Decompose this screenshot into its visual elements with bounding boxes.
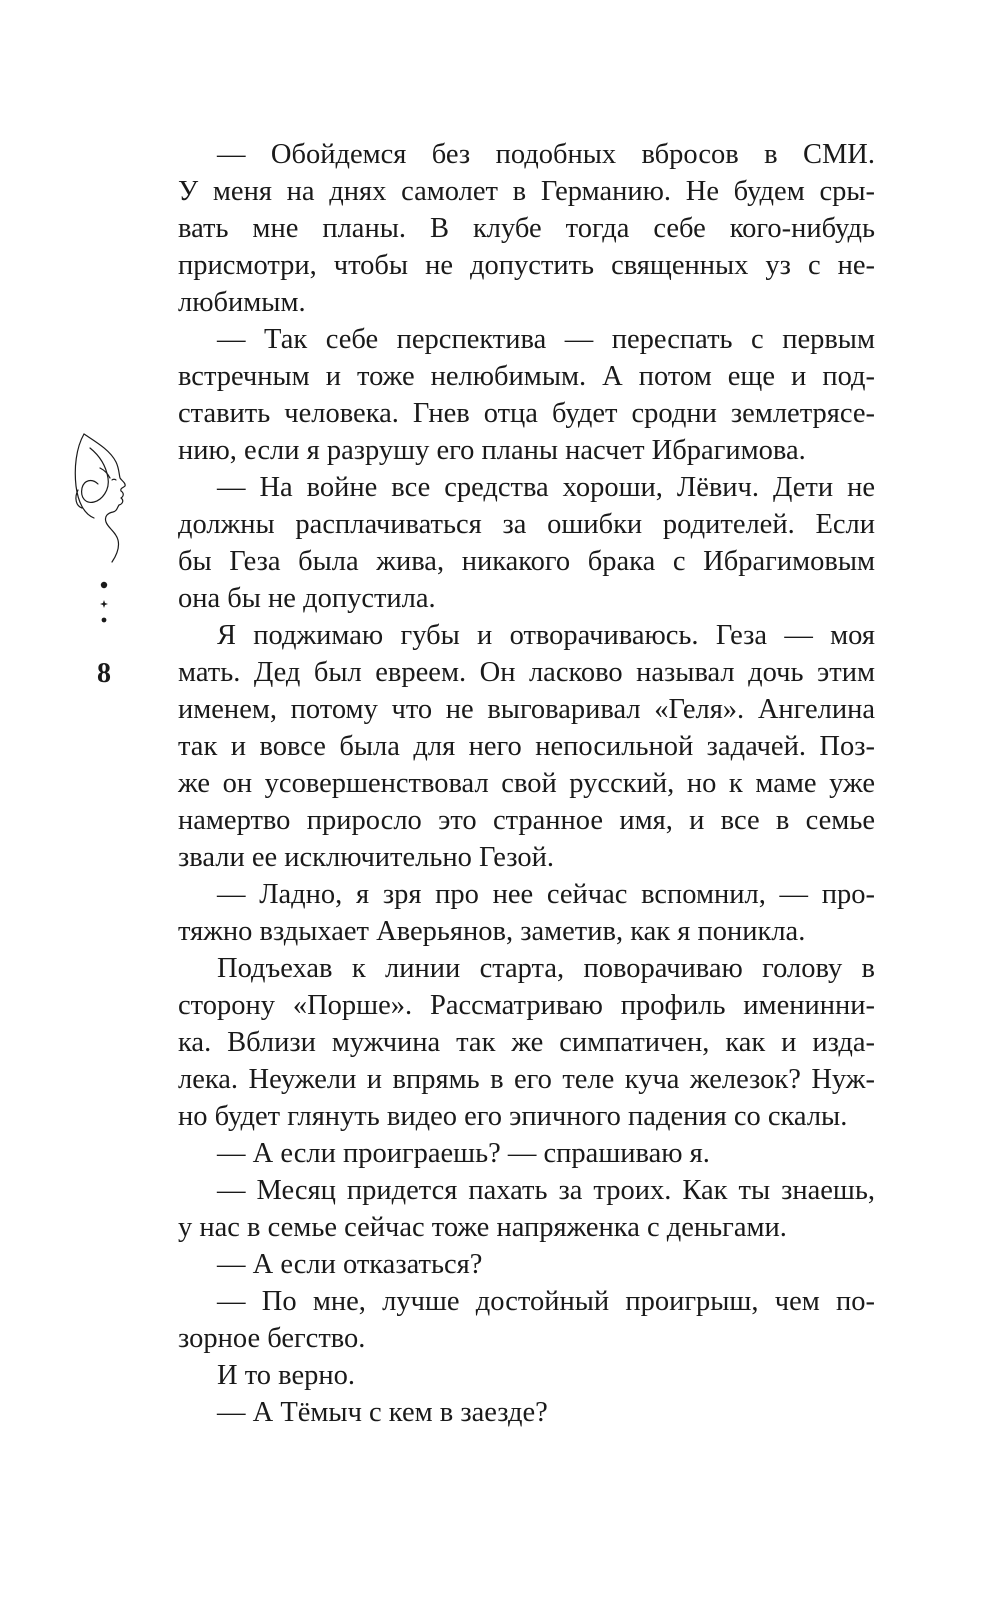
text-line: нию, если я разрушу его планы насчет Ибрагимова.	[178, 435, 806, 466]
text-line: — Ладно, я зря про нее сейчас вспомнил, — про-	[217, 879, 875, 910]
paragraph-11	[178, 1357, 875, 1394]
text-line: — А если проиграешь? — спрашиваю я.	[217, 1138, 710, 1169]
text-line: Подъехав к линии старта, поворачиваю голову в	[217, 953, 875, 984]
text-line: же он усовершенствовал свой русский, но к маме уже	[178, 768, 875, 799]
paragraph-1	[178, 136, 875, 321]
text-line: — А Тёмыч с кем в заезде?	[217, 1397, 548, 1428]
text-line: вать мне планы. В клубе тогда себе кого-нибудь	[178, 213, 875, 244]
paragraph-10	[178, 1283, 875, 1357]
text-line: но будет глянуть видео его эпичного падения со скалы.	[178, 1101, 848, 1132]
text-line: — А если отказаться?	[217, 1249, 483, 1280]
text-line: лека. Неужели и впрямь в его теле куча железок? Нуж-	[178, 1064, 875, 1095]
text-line: встречным и тоже нелюбимым. А потом еще и под-	[178, 361, 875, 392]
text-line: сторону «Порше». Рассматриваю профиль именинни-	[178, 990, 875, 1021]
face-line-art-ornament-icon	[70, 428, 150, 628]
text-line: ка. Вблизи мужчина так же симпатичен, как и изда-	[178, 1027, 875, 1058]
text-line: — Месяц придется пахать за троих. Как ты знаешь,	[217, 1175, 875, 1206]
paragraph-8	[178, 1172, 875, 1246]
paragraph-3	[178, 469, 875, 617]
text-line: — По мне, лучше достойный проигрыш, чем по-	[217, 1286, 875, 1317]
text-line: должны расплачиваться за ошибки родителей. Если	[178, 509, 875, 540]
text-line: зорное бегство.	[178, 1323, 366, 1354]
text-line: присмотри, чтобы не допустить священных уз с не-	[178, 250, 875, 281]
paragraph-5	[178, 876, 875, 950]
text-line: — Обойдемся без подобных вбросов в СМИ.	[217, 139, 875, 170]
text-line: намертво приросло это странное имя, и все в семье	[178, 805, 875, 836]
text-line: ставить человека. Гнев отца будет сродни землетрясе-	[178, 398, 875, 429]
text-line: звали ее исключительно Гезой.	[178, 842, 554, 873]
text-line: — На войне все средства хороши, Лёвич. Дети не	[217, 472, 875, 503]
paragraph-6	[178, 950, 875, 1135]
text-line: У меня на днях самолет в Германию. Не будем сры-	[178, 176, 875, 207]
text-line: бы Геза была жива, никакого брака с Ибрагимовым	[178, 546, 875, 577]
text-line: — Так себе перспектива — переспать с первым	[217, 324, 875, 355]
paragraph-9	[178, 1246, 875, 1283]
paragraph-12	[178, 1394, 875, 1431]
text-line: Я поджимаю губы и отворачиваюсь. Геза — моя	[217, 620, 875, 651]
text-line: тяжно вздыхает Аверьянов, заметив, как я поникла.	[178, 916, 806, 947]
text-line: любимым.	[178, 287, 306, 318]
text-line: именем, потому что не выговаривал «Геля». Ангелина	[178, 694, 875, 725]
page-body	[178, 136, 875, 1431]
paragraph-7	[178, 1135, 875, 1172]
paragraph-4	[178, 617, 875, 876]
text-line: так и вовсе была для него непосильной задачей. Поз-	[178, 731, 875, 762]
text-line: у нас в семье сейчас тоже напряженка с деньгами.	[178, 1212, 787, 1243]
text-line: она бы не допустила.	[178, 583, 436, 614]
page-number: 8	[97, 658, 111, 689]
text-line: мать. Дед был евреем. Он ласково называл дочь этим	[178, 657, 875, 688]
paragraph-2	[178, 321, 875, 469]
text-line: И то верно.	[217, 1360, 355, 1391]
